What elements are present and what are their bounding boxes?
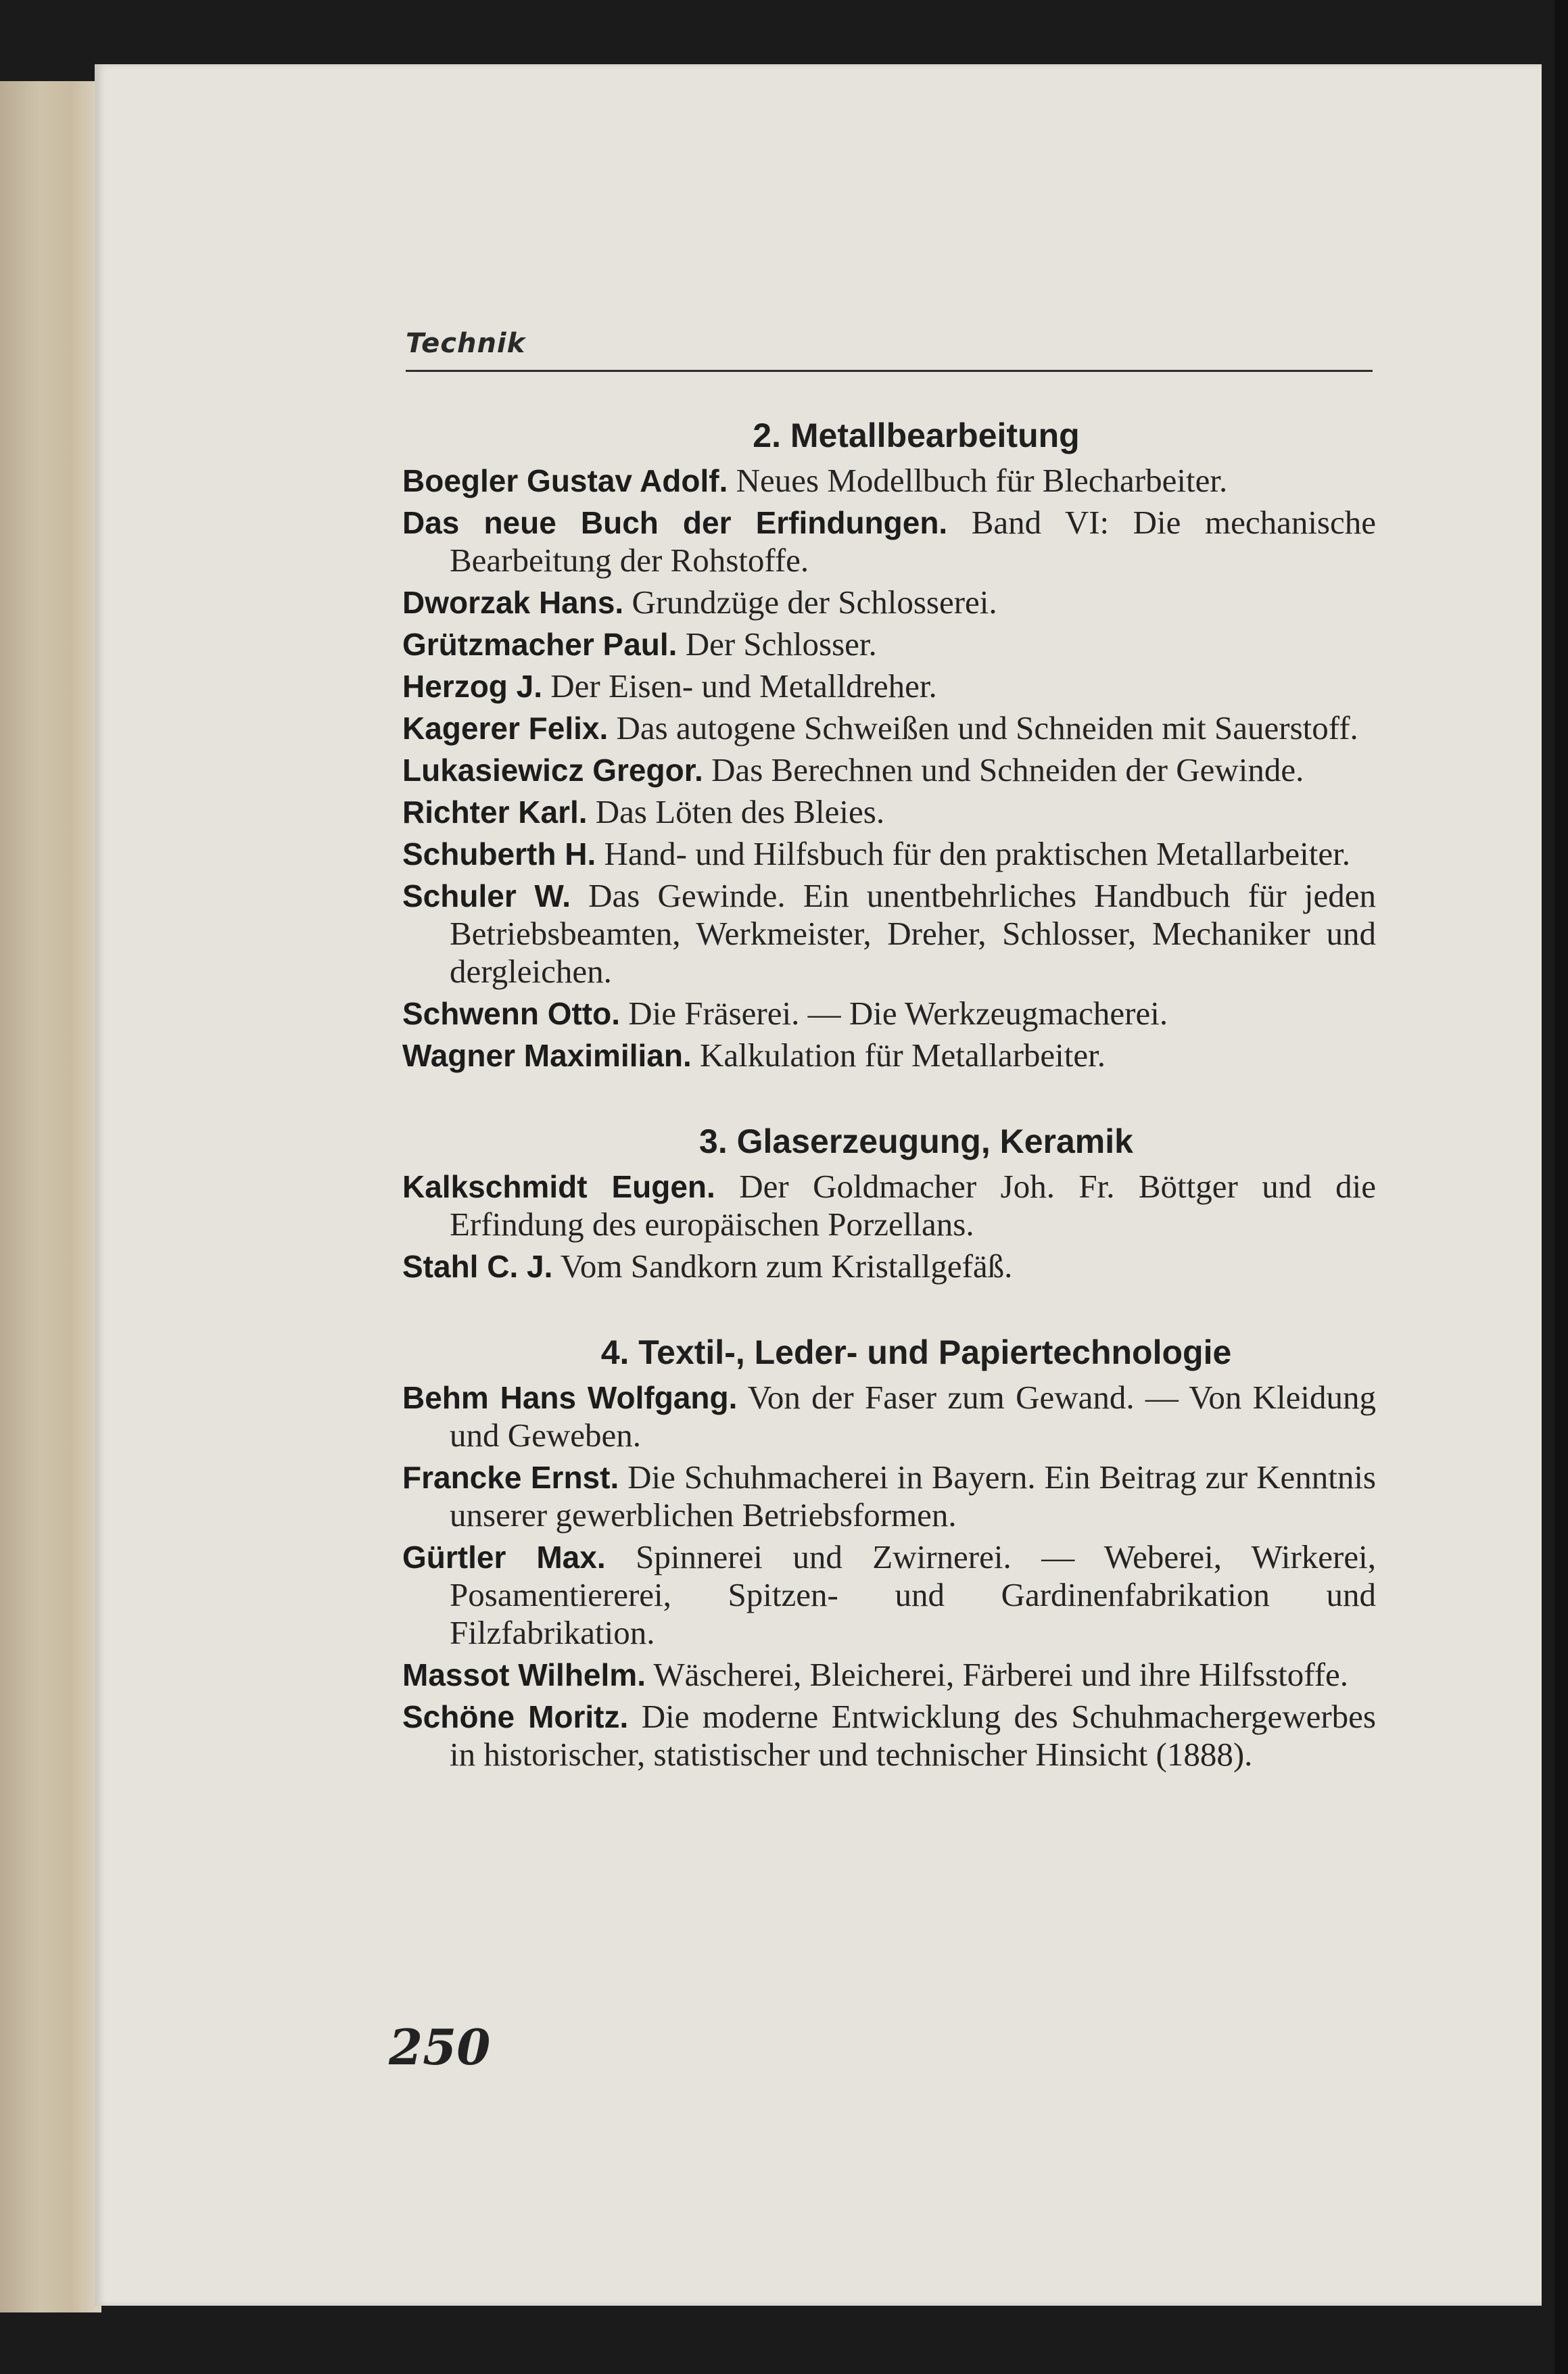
bibliography-entry: [402, 835, 1376, 873]
entry-title: Von der Faser zum Gewand. — Von Kleidung und Geweben.: [450, 1379, 1376, 1454]
page-number: 250: [389, 2018, 491, 2076]
entry-title: Der Goldmacher Joh. Fr. Böttger und die Erfindung des europäischen Porzellans.: [450, 1168, 1377, 1243]
bibliography-entry: [402, 584, 1376, 621]
running-head: [406, 328, 1373, 372]
entry-title: Der Schlosser.: [685, 625, 877, 663]
entry-author: Dworzak Hans.: [402, 585, 624, 620]
entry-author: Schuberth H.: [402, 836, 596, 872]
entry-title: Das Löten des Bleies.: [595, 793, 885, 830]
entry-title: Der Eisen- und Metalldreher.: [550, 667, 937, 705]
bibliography-entry: [402, 709, 1376, 747]
entry-author: Schöne Moritz.: [402, 1699, 629, 1734]
entry-author: Schuler W.: [402, 878, 571, 913]
entry-author: Richter Karl.: [402, 794, 588, 830]
bibliography-entry: [402, 1538, 1376, 1652]
entry-title: Band VI: Die mechanische Bearbeitung der Rohstoffe.: [450, 504, 1376, 579]
book-page-edges: [0, 81, 101, 2312]
section-heading: 3. Glaserzeugung, Keramik: [699, 1122, 1133, 1160]
entry-title: Das autogene Schweißen und Schneiden mit Sauerstoff.: [616, 709, 1358, 746]
bibliography-entry: [402, 1698, 1376, 1774]
bibliography-entry: [402, 793, 1376, 831]
entry-title: Das Gewinde. Ein unentbehrliches Handbuch für jeden Betriebsbeamten, Werkmeister, Dreher, Schlosser, Mechaniker und dergleichen.: [450, 877, 1377, 990]
bibliography-entry: [402, 1379, 1376, 1454]
entry-title: Das Berechnen und Schneiden der Gewinde.: [711, 751, 1304, 788]
bibliography-entry: [402, 1037, 1376, 1074]
bibliography-entry: [402, 667, 1376, 705]
bibliography-entry: [402, 1248, 1376, 1285]
section-heading: 2. Metallbearbeitung: [753, 417, 1080, 454]
entry-title: Kalkulation für Metallarbeiter.: [699, 1037, 1106, 1074]
bibliography-entry: [402, 625, 1376, 663]
bibliography-entry: [402, 462, 1376, 500]
entry-author: Boegler Gustav Adolf.: [402, 463, 728, 498]
entry-author: Kagerer Felix.: [402, 711, 609, 746]
bibliography-entry: [402, 504, 1376, 579]
entry-author: Kalkschmidt Eugen.: [402, 1169, 715, 1204]
bibliography-entry: [402, 751, 1376, 789]
entry-title: Wäscherei, Bleicherei, Färberei und ihre Hilfsstoffe.: [653, 1656, 1349, 1693]
bibliography-entry: [402, 877, 1376, 991]
bibliography-entry: [402, 995, 1376, 1032]
bibliography-entry: [402, 1656, 1376, 1694]
bibliography-entry: [402, 1168, 1376, 1243]
entry-author: Gürtler Max.: [402, 1540, 606, 1575]
scan-border: [1554, 0, 1568, 2374]
section-heading: 4. Textil-, Leder- und Papiertechnologie: [600, 1333, 1232, 1371]
entry-author: Herzog J.: [402, 669, 543, 704]
entry-author: Behm Hans Wolfgang.: [402, 1380, 738, 1415]
entry-title: Spinnerei und Zwirnerei. — Weberei, Wirkerei, Posamentiererei, Spitzen- und Gardinenfabrikation und Filzfabrikation.: [450, 1538, 1376, 1651]
entry-author: Massot Wilhelm.: [402, 1657, 646, 1692]
bibliography-content: [402, 416, 1376, 1778]
entry-author: Grützmacher Paul.: [402, 627, 678, 662]
entry-title: Neues Modellbuch für Blecharbeiter.: [736, 462, 1228, 499]
entry-title: Die moderne Entwicklung des Schuhmachergewerbes in historischer, statistischer und technischer Hinsicht (1888).: [450, 1698, 1377, 1773]
entry-author: Lukasiewicz Gregor.: [402, 753, 703, 788]
entry-author: Das neue Buch der Erfindungen.: [402, 505, 948, 540]
bibliography-entry: [402, 1458, 1376, 1534]
entry-author: Francke Ernst.: [402, 1460, 619, 1495]
entry-title: Hand- und Hilfsbuch für den praktischen Metallarbeiter.: [604, 835, 1351, 872]
entry-author: Stahl C. J.: [402, 1249, 553, 1284]
entry-title: Die Fräserei. — Die Werkzeugmacherei.: [628, 995, 1168, 1032]
running-head-text: Technik: [406, 328, 526, 359]
entry-author: Schwenn Otto.: [402, 996, 620, 1031]
entry-author: Wagner Maximilian.: [402, 1038, 692, 1073]
entry-title: Grundzüge der Schlosserei.: [632, 584, 997, 621]
entry-title: Vom Sandkorn zum Kristallgefäß.: [560, 1248, 1013, 1285]
entry-title: Die Schuhmacherei in Bayern. Ein Beitrag zur Kenntnis unserer gewerblichen Betriebsformen.: [450, 1458, 1377, 1534]
